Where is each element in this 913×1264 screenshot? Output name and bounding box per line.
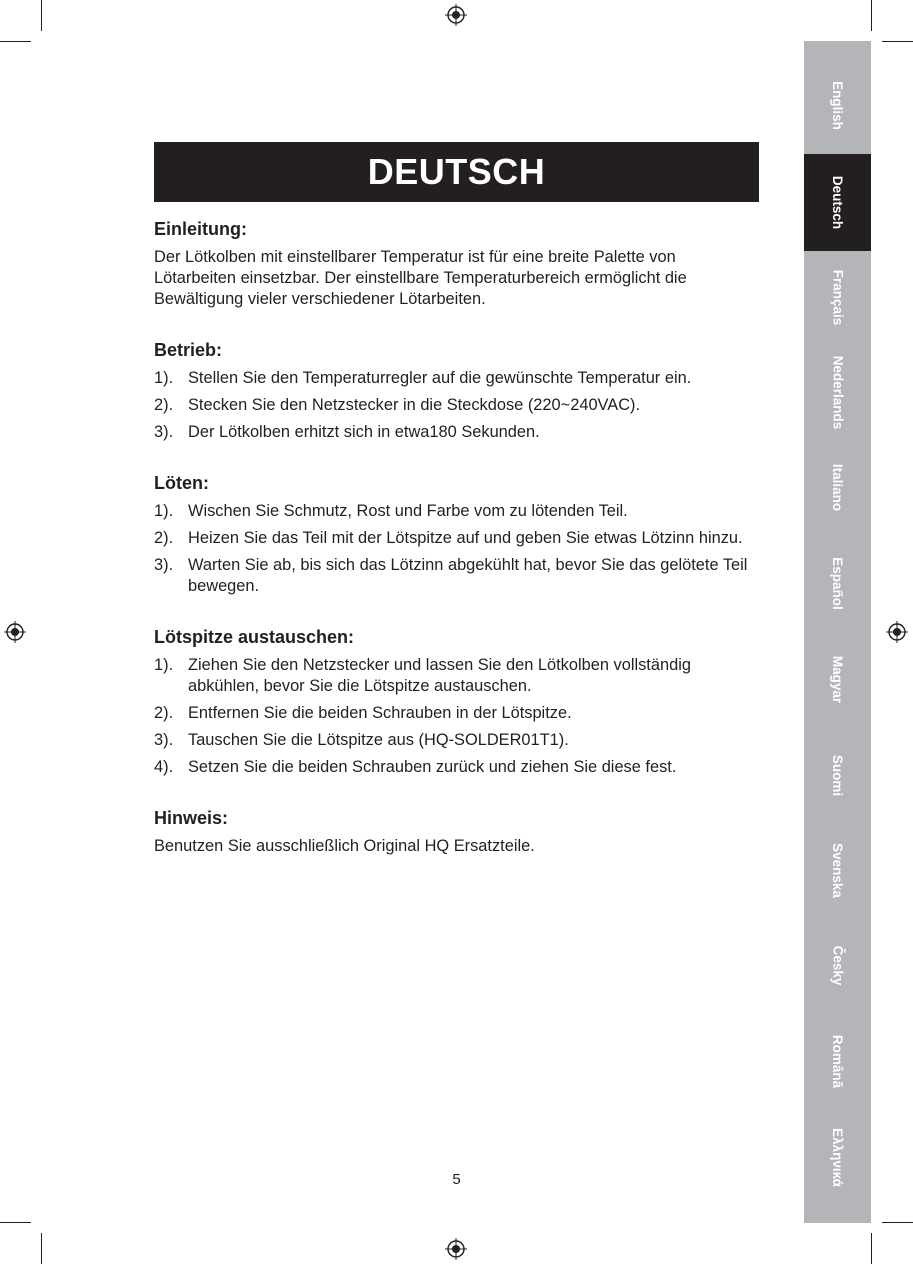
section-heading: Hinweis: <box>154 808 229 828</box>
section-soldering <box>154 472 754 597</box>
tab-label: Nederlands <box>830 355 845 430</box>
tab-label: Česky <box>829 945 845 986</box>
language-tab-english[interactable] <box>804 57 871 154</box>
step-number: 2). <box>154 529 174 547</box>
tab-label: Español <box>829 557 845 610</box>
section-operation <box>154 339 754 443</box>
text-line: Lötarbeiten einsetzbar. Der einstellbare Temperaturbereich ermöglicht die <box>154 269 687 287</box>
step-text: Wischen Sie Schmutz, Rost und Farbe vom zu lötenden Teil. <box>188 502 628 520</box>
list-item <box>154 501 754 522</box>
step-text: Stecken Sie den Netzstecker in die Steckdose (220~240VAC). <box>188 396 641 414</box>
step-number: 3). <box>154 731 174 749</box>
tab-label: Deutsch <box>829 175 845 230</box>
section-heading: Löten: <box>154 473 209 493</box>
list-item <box>154 730 754 751</box>
step-number: 1). <box>154 502 174 520</box>
registration-mark-icon <box>4 621 26 643</box>
crop-mark <box>0 41 31 42</box>
step-text: Setzen Sie die beiden Schrauben zurück und ziehen Sie diese fest. <box>188 758 677 776</box>
crop-mark <box>882 1222 913 1223</box>
paragraph: Benutzen Sie ausschließlich Original HQ Ersatzteile. <box>154 837 535 855</box>
tab-label: Magyar <box>830 655 845 704</box>
tab-label: English <box>829 81 845 130</box>
section-tip-replace <box>154 626 754 778</box>
document-body <box>154 218 754 886</box>
tab-label: Italiano <box>829 463 845 512</box>
step-list <box>154 655 754 778</box>
language-tab-romana[interactable] <box>804 1013 871 1110</box>
step-number: 3). <box>154 556 174 574</box>
registration-mark-icon <box>445 1238 467 1260</box>
step-number: 2). <box>154 396 174 414</box>
language-tab-ellinika[interactable] <box>804 1109 871 1206</box>
step-number: 1). <box>154 656 174 674</box>
registration-mark-icon <box>445 4 467 26</box>
list-item <box>154 368 754 389</box>
list-item <box>154 395 754 416</box>
list-item <box>154 703 754 724</box>
text-line: Bewältigung vieler verschiedener Lötarbeiten. <box>154 290 486 308</box>
language-tab-nederlands[interactable] <box>804 344 871 441</box>
step-number: 2). <box>154 704 174 722</box>
page-title: DEUTSCH <box>154 142 759 202</box>
language-tab-magyar[interactable] <box>804 631 871 728</box>
language-tab-cesky[interactable] <box>804 917 871 1014</box>
step-number: 4). <box>154 758 174 776</box>
step-list <box>154 368 754 443</box>
step-text: Heizen Sie das Teil mit der Lötspitze auf und geben Sie etwas Lötzinn hinzu. <box>188 529 743 547</box>
tab-label: Ελληνικά <box>830 1128 845 1187</box>
step-text: Tauschen Sie die Lötspitze aus (HQ-SOLDER01T1). <box>188 731 569 749</box>
crop-mark <box>871 0 872 31</box>
language-tab-espanol[interactable] <box>804 535 871 632</box>
section-note <box>154 807 754 857</box>
list-item <box>154 528 754 549</box>
step-text: Ziehen Sie den Netzstecker und lassen Sie den Lötkolben vollständig abkühlen, bevor Sie die Lötspitze austauschen. <box>188 656 691 695</box>
list-item <box>154 555 754 597</box>
page-number: 5 <box>452 1171 461 1188</box>
step-number: 3). <box>154 423 174 441</box>
crop-mark <box>41 0 42 31</box>
paragraph <box>154 247 754 310</box>
language-tab-suomi[interactable] <box>804 727 871 824</box>
step-text: Entfernen Sie die beiden Schrauben in der Lötspitze. <box>188 704 572 722</box>
step-list <box>154 501 754 597</box>
crop-mark <box>871 1233 872 1264</box>
tab-label: Suomi <box>829 754 845 797</box>
list-item <box>154 757 754 778</box>
language-tab-francais[interactable] <box>804 249 871 346</box>
section-heading: Einleitung: <box>154 219 247 239</box>
language-tab-svenska[interactable] <box>804 822 871 919</box>
registration-mark-icon <box>886 621 908 643</box>
step-number: 1). <box>154 369 174 387</box>
crop-mark <box>882 41 913 42</box>
crop-mark <box>41 1233 42 1264</box>
language-tab-italiano[interactable] <box>804 439 871 536</box>
tab-label: Svenska <box>829 843 845 898</box>
step-text: Der Lötkolben erhitzt sich in etwa180 Sekunden. <box>188 423 540 441</box>
tab-label: Românã <box>829 1034 845 1089</box>
list-item <box>154 422 754 443</box>
text-line: Der Lötkolben mit einstellbarer Temperatur ist für eine breite Palette von <box>154 248 676 266</box>
step-text: Stellen Sie den Temperaturregler auf die gewünschte Temperatur ein. <box>188 369 692 387</box>
tab-label: Français <box>830 269 845 326</box>
section-heading: Betrieb: <box>154 340 223 360</box>
step-text: Warten Sie ab, bis sich das Lötzinn abgekühlt hat, bevor Sie das gelötete Teil bewegen. <box>188 556 748 595</box>
section-intro <box>154 218 754 310</box>
crop-mark <box>0 1222 31 1223</box>
language-tab-bar <box>804 41 871 1223</box>
list-item <box>154 655 754 697</box>
section-heading: Lötspitze austauschen: <box>154 627 355 647</box>
language-tab-deutsch[interactable] <box>804 154 871 251</box>
